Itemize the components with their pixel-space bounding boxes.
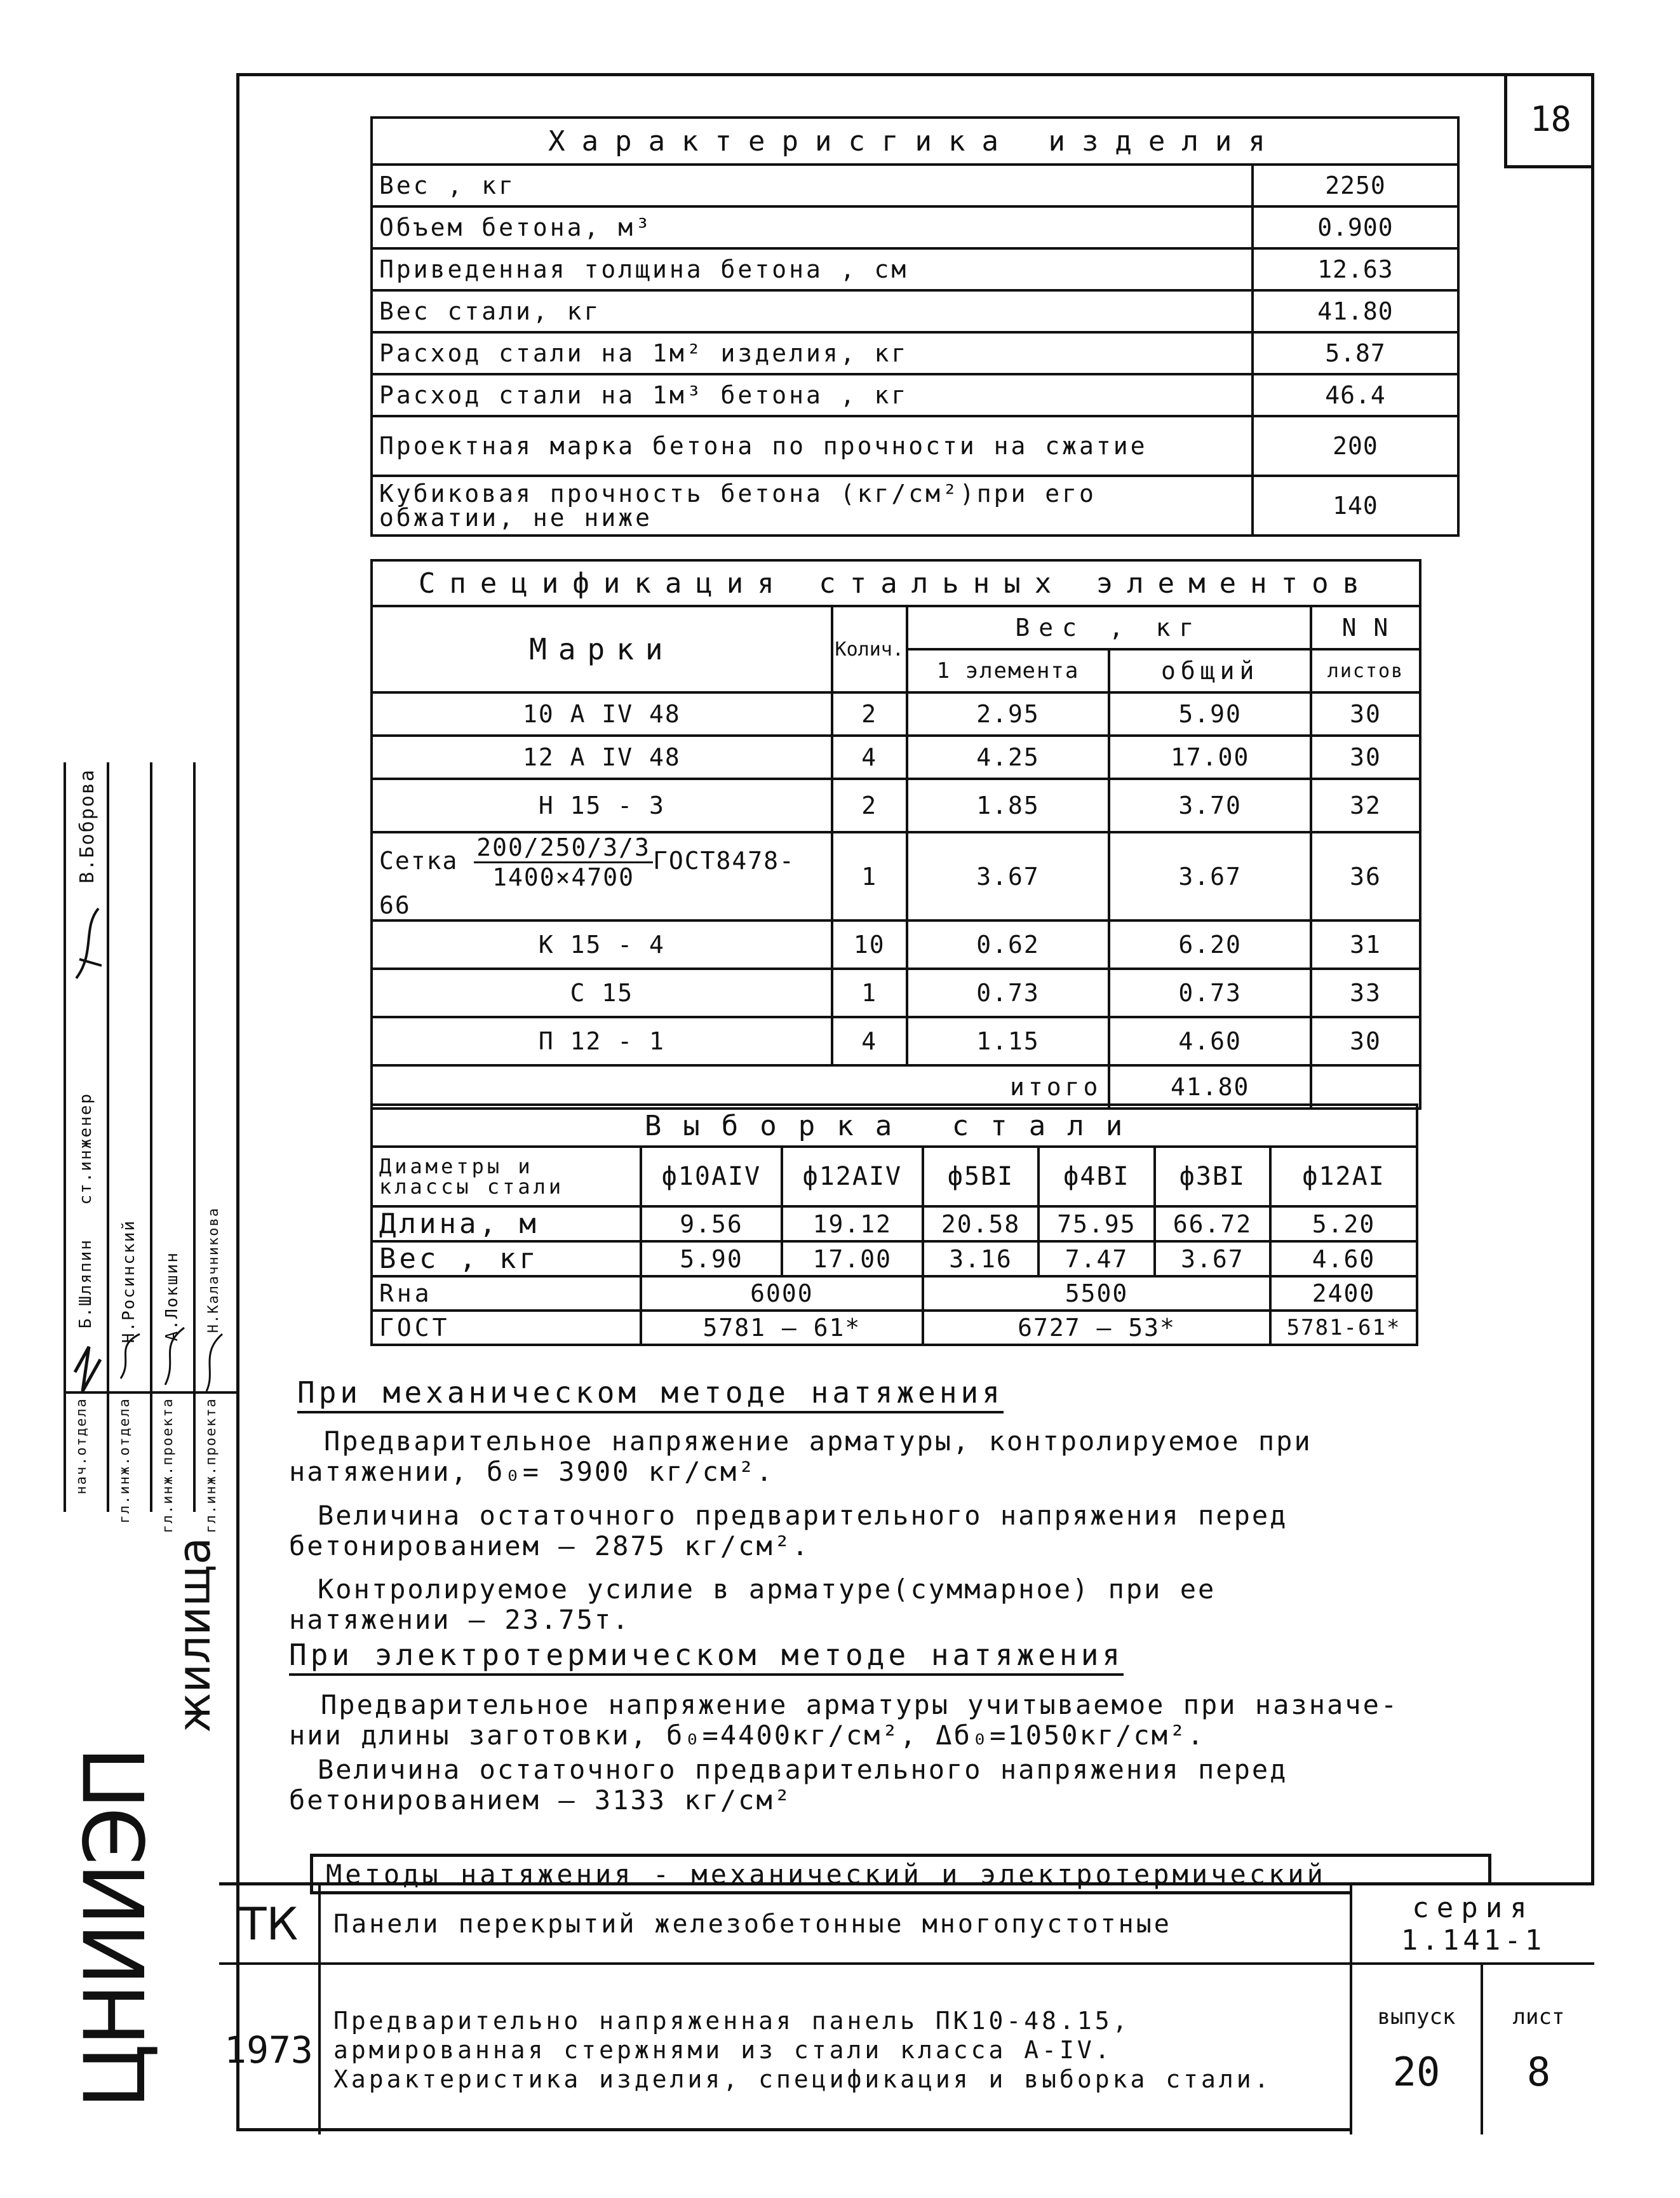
char-value: 46.4	[1253, 374, 1458, 416]
stamp-name: А.Локшин	[163, 1251, 182, 1342]
mech-text: натяжении — 23.75т.	[289, 1604, 631, 1635]
char-value: 41.80	[1253, 290, 1458, 332]
char-label: Приведенная толщина бетона , см	[372, 248, 1253, 290]
rn-value: 5500	[923, 1276, 1270, 1311]
rn-value: 2400	[1270, 1276, 1417, 1311]
setka-denominator: 1400×4700	[492, 863, 635, 891]
spec-one: 4.25	[907, 736, 1110, 779]
issue-label: выпуск	[1377, 2004, 1456, 2030]
characteristics-table	[370, 116, 1460, 537]
col-sheets: листов	[1311, 649, 1420, 692]
spec-sheet: 33	[1311, 969, 1420, 1017]
length-label: Длина, м	[372, 1206, 641, 1241]
setka-label: Сетка	[379, 847, 459, 875]
signatures	[64, 889, 236, 1525]
spec-one: 2.95	[907, 692, 1110, 736]
spec-sheet: 30	[1311, 692, 1420, 736]
rn-value: 6000	[641, 1276, 923, 1311]
spec-qty: 2	[832, 779, 907, 832]
stamp-name: Б.Шляпин	[76, 1239, 95, 1329]
stamp-role: нач.отдела	[74, 1398, 90, 1495]
spec-total: 4.60	[1109, 1017, 1311, 1065]
series-cell	[1350, 1885, 1594, 1965]
tk-cell: ТК	[219, 1885, 321, 1965]
logo-main: ЦНИИЭП	[67, 1749, 165, 2109]
spec-total: 5.90	[1109, 692, 1311, 736]
char-value: 200	[1253, 416, 1458, 476]
mech-text: Контролируемое усилие в арматуре(суммарное) при ее	[318, 1574, 1216, 1605]
mech-text: натяжении, б₀= 3900 кг/см².	[289, 1456, 774, 1487]
gost-label: ГОСТ	[372, 1311, 641, 1345]
char-label: Проектная марка бетона по прочности на сжатие	[372, 416, 1253, 476]
col-one-element: 1 элемента	[907, 649, 1110, 692]
selection-table	[370, 1103, 1418, 1346]
spec-total: 6.20	[1109, 920, 1311, 969]
electro-heading: При электротермическом методе натяжения	[289, 1638, 1124, 1676]
steel-class: ф5ВI	[923, 1147, 1038, 1206]
spec-one: 3.67	[907, 832, 1110, 920]
stamp-role: гл.инж.отдела	[117, 1398, 133, 1524]
spec-total-value: 41.80	[1109, 1065, 1311, 1109]
col-marks: Марки	[372, 606, 832, 692]
rn-label: Rнa	[372, 1276, 641, 1311]
spec-qty: 2	[832, 692, 907, 736]
electro-text: бетонированием — 3133 кг/см²	[289, 1784, 793, 1816]
issue-cell	[1350, 1962, 1483, 2134]
stamp-role: гл.инж.проекта	[203, 1398, 219, 1534]
char-label: Вес , кг	[372, 165, 1253, 206]
sheet-value: 8	[1526, 2049, 1551, 2095]
weight-value: 7.47	[1038, 1241, 1154, 1276]
characteristics-title: Характерисгика изделия	[372, 118, 1458, 165]
electro-text: Величина остаточного предварительного напряжения перед	[318, 1754, 1288, 1785]
gost-value: 5781 — 61*	[641, 1311, 923, 1345]
mech-text: Предварительное напряжение арматуры, контролируемое при	[324, 1426, 1312, 1457]
char-value: 5.87	[1253, 332, 1458, 374]
spec-total: 3.70	[1109, 779, 1311, 832]
steel-class: ф12АI	[1270, 1147, 1417, 1206]
gost-value: 6727 — 53*	[923, 1311, 1270, 1345]
sheet-number: 18	[1504, 73, 1594, 168]
length-value: 9.56	[641, 1206, 782, 1241]
selection-title: Выборка стали	[372, 1105, 1417, 1147]
setka-gost: ГОСТ8478-66	[379, 847, 795, 919]
spec-mark: 10 А IV 48	[372, 692, 832, 736]
length-value: 66.72	[1155, 1206, 1270, 1241]
col-sheets-nn: N N	[1311, 606, 1420, 649]
title-main: Панели перекрытий железобетонные многопустотные	[318, 1885, 1577, 1965]
setka-numerator: 200/250/3/3	[474, 833, 653, 863]
spec-title: Спецификация стальных элементов	[372, 560, 1420, 606]
spec-mark: Н 15 - 3	[372, 779, 832, 832]
col-total: общий	[1109, 649, 1311, 692]
col-qty: Колич.	[832, 606, 907, 692]
issue-value: 20	[1392, 2049, 1441, 2095]
spec-total: 3.67	[1109, 832, 1311, 920]
spec-one: 1.85	[907, 779, 1110, 832]
setka-fraction	[474, 833, 653, 891]
spec-sheet: 36	[1311, 832, 1420, 920]
weight-label: Вес , кг	[372, 1241, 641, 1276]
weight-value: 4.60	[1270, 1241, 1417, 1276]
stamp-role: гл.инж.проекта	[160, 1398, 176, 1534]
electro-text: Предварительное напряжение арматуры учитываемое при назначе-	[321, 1689, 1399, 1720]
stamp-name: Н.Калачникова	[206, 1207, 222, 1333]
spec-sheet: 31	[1311, 920, 1420, 969]
spec-mark-setka	[372, 832, 832, 920]
spec-mark: П 12 - 1	[372, 1017, 832, 1065]
spec-qty: 1	[832, 832, 907, 920]
series-label: серия	[1412, 1891, 1535, 1924]
selection-row-head: Диаметры и классы стали	[372, 1147, 641, 1206]
col-weight: Вес , кг	[907, 606, 1311, 649]
spec-mark: К 15 - 4	[372, 920, 832, 969]
char-value: 12.63	[1253, 248, 1458, 290]
spec-sheet: 30	[1311, 1017, 1420, 1065]
char-value: 140	[1253, 476, 1458, 536]
weight-value: 3.67	[1155, 1241, 1270, 1276]
spec-qty: 4	[832, 1017, 907, 1065]
logo-sub: жилища	[168, 1537, 220, 1733]
series-value: 1.141-1	[1401, 1924, 1546, 1957]
title-sub-line: Характеристика изделия, спецификация и выборка стали.	[333, 2065, 1272, 2093]
stamp-role: ст.инженер	[76, 1093, 95, 1205]
char-value: 0.900	[1253, 206, 1458, 248]
stamp-name: В.Боброва	[76, 769, 98, 884]
mech-heading: При механическом методе натяжения	[297, 1375, 1004, 1413]
electro-text: нии длины заготовки, б₀=4400кг/см², Δб₀=1050кг/см².	[289, 1720, 1206, 1751]
mech-text: бетонированием — 2875 кг/см².	[289, 1530, 810, 1561]
weight-value: 3.16	[923, 1241, 1038, 1276]
steel-class: ф4ВI	[1038, 1147, 1154, 1206]
title-sub-line: армированная стержнями из стали класса А-IV.	[333, 2035, 1113, 2064]
title-block	[219, 1882, 1594, 2131]
char-label: Объем бетона, м³	[372, 206, 1253, 248]
spec-one: 0.62	[907, 920, 1110, 969]
steel-class: ф12АIV	[782, 1147, 923, 1206]
spec-mark: С 15	[372, 969, 832, 1017]
spec-one: 0.73	[907, 969, 1110, 1017]
spec-qty: 4	[832, 736, 907, 779]
methods-box: Методы натяжения - механический и электротермический	[310, 1854, 1491, 1894]
spec-qty: 10	[832, 920, 907, 969]
spec-qty: 1	[832, 969, 907, 1017]
weight-value: 5.90	[641, 1241, 782, 1276]
spec-total-empty	[1311, 1065, 1420, 1109]
spec-total: 17.00	[1109, 736, 1311, 779]
stamp-name: Н.Росинский	[119, 1220, 138, 1344]
title-sub-line: Предварительно напряженная панель ПК10-48.15,	[333, 2006, 1131, 2035]
sheet-label: лист	[1512, 2004, 1565, 2030]
length-value: 19.12	[782, 1206, 923, 1241]
spec-total: 0.73	[1109, 969, 1311, 1017]
organization-logo	[60, 1512, 235, 2109]
mech-text: Величина остаточного предварительного напряжения перед	[318, 1500, 1288, 1531]
spec-mark: 12 А IV 48	[372, 736, 832, 779]
spec-table	[370, 559, 1421, 1110]
spec-sheet: 32	[1311, 779, 1420, 832]
char-label: Расход стали на 1м² изделия, кг	[372, 332, 1253, 374]
char-label: Расход стали на 1м³ бетона , кг	[372, 374, 1253, 416]
spec-sheet: 30	[1311, 736, 1420, 779]
length-value: 20.58	[923, 1206, 1038, 1241]
char-label: Вес стали, кг	[372, 290, 1253, 332]
length-value: 5.20	[1270, 1206, 1417, 1241]
year-cell: 1973	[219, 1962, 321, 2134]
char-label: Кубиковая прочность бетона (кг/см²)при его обжатии, не ниже	[372, 476, 1253, 536]
steel-class: ф10АIV	[641, 1147, 782, 1206]
spec-one: 1.15	[907, 1017, 1110, 1065]
steel-class: ф3ВI	[1155, 1147, 1270, 1206]
weight-value: 17.00	[782, 1241, 923, 1276]
sheet-cell	[1481, 1962, 1594, 2134]
length-value: 75.95	[1038, 1206, 1154, 1241]
spec-total-label: итого	[372, 1065, 1109, 1109]
char-value: 2250	[1253, 165, 1458, 206]
gost-value: 5781-61*	[1270, 1311, 1417, 1345]
